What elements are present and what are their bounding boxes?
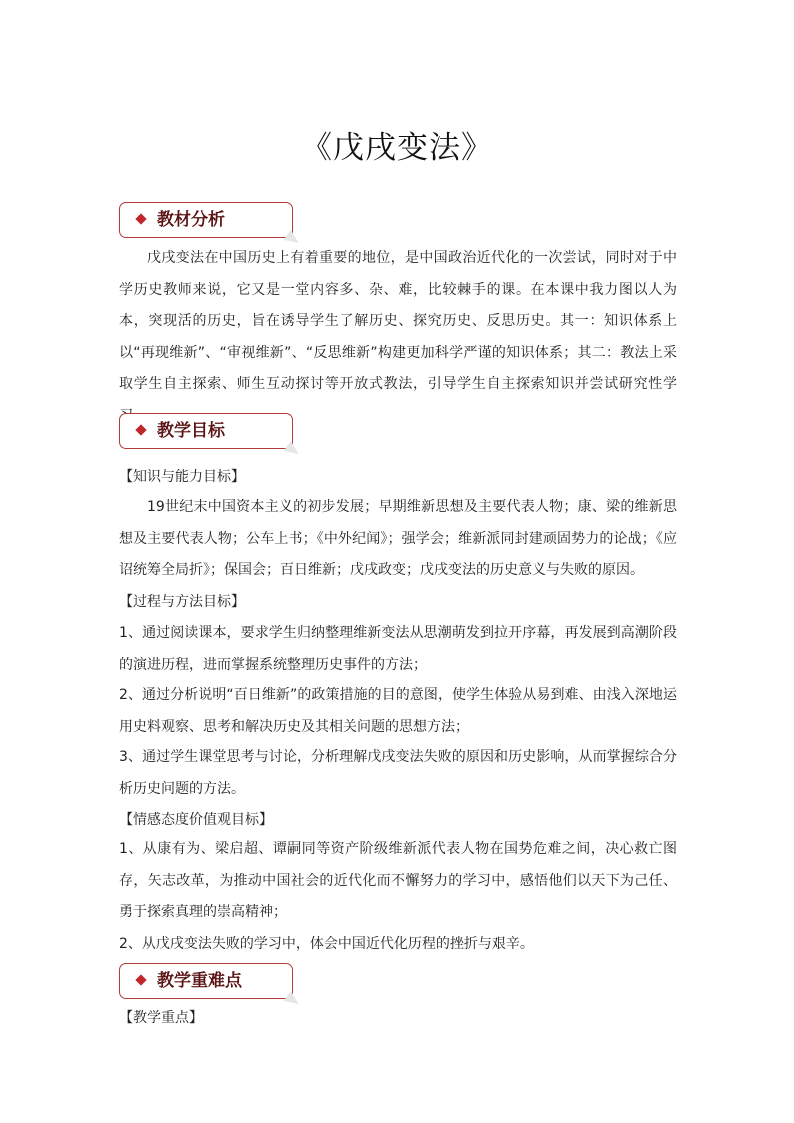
section-heading-label: 教材分析 [157, 210, 225, 230]
process-method-item-3: 3、通过学生课堂思考与讨论，分析理解戊戌变法失败的原因和历史影响，从而掌握综合分析历史问题的方法。 [119, 749, 677, 797]
heading-tab-decoration [284, 441, 302, 459]
diamond-bullet-icon [135, 424, 146, 435]
document-title: 《戊戌变法》 [301, 130, 493, 166]
process-method-item-1: 1、通过阅读课本，要求学生归纳整理维新变法从思潮萌发到拉开序幕，再发展到高潮阶段的演进历程，进而掌握系统整理历史事件的方法； [119, 625, 677, 673]
emotion-values-item-1: 1、从康有为、梁启超、谭嗣同等资产阶级维新派代表人物在国势危难之间，决心救亡图存，矢志改革，为推动中国社会的近代化而不懈努力的学习中，感悟他们以天下为己任、勇于探索真理的崇高精神； [119, 841, 677, 920]
process-method-item-2: 2、通过分析说明“百日维新”的政策措施的目的意图，使学生体验从易到难、由浅入深地运用史料观察、思考和解决历史及其相关问题的思想方法； [119, 687, 677, 735]
section-heading-label: 教学重难点 [157, 971, 242, 991]
diamond-bullet-icon [135, 974, 146, 985]
diamond-bullet-icon [135, 213, 146, 224]
heading-tab-decoration [284, 991, 302, 1009]
knowledge-ability-paragraph: 19世纪末中国资本主义的初步发展；早期维新思想及主要代表人物；康、梁的维新思想及主要代表人物；公车上书；《中外纪闻》；强学会；维新派同封建顽固势力的论战；《应诏统筹全局折》；保国会；百日维新；戊戌政变；戊戌变法的历史意义与失败的原因。 [119, 499, 677, 578]
section-heading-key-difficult-points [119, 963, 293, 999]
subheading-knowledge-ability: 【知识与能力目标】 [119, 469, 245, 485]
subheading-teaching-focus: 【教学重点】 [119, 1010, 203, 1026]
subheading-process-method: 【过程与方法目标】 [119, 594, 245, 610]
textbook-analysis-paragraph: 戊戌变法在中国历史上有着重要的地位，是中国政治近代化的一次尝试，同时对于中学历史教师来说，它又是一堂内容多、杂、难，比较棘手的课。在本课中我力图以人为本，突现活的历史，旨在诱导学生了解历史、探究历史、反思历史。其一：知识体系上以“再现维新”、“审视维新”、“反思维新”构建更加科学严谨的知识体系；其二：教法上采取学生自主探索、师生互动探讨等开放式教法，引导学生自主探索知识并尝试研究性学 [119, 250, 677, 392]
section-heading-label: 教学目标 [157, 421, 225, 441]
subheading-emotion-values: 【情感态度价值观目标】 [119, 812, 273, 828]
emotion-values-item-2: 2、从戊戌变法失败的学习中，体会中国近代化历程的挫折与艰辛。 [119, 936, 534, 952]
section-heading-textbook-analysis [119, 202, 293, 238]
section-heading-teaching-goals [119, 413, 293, 449]
